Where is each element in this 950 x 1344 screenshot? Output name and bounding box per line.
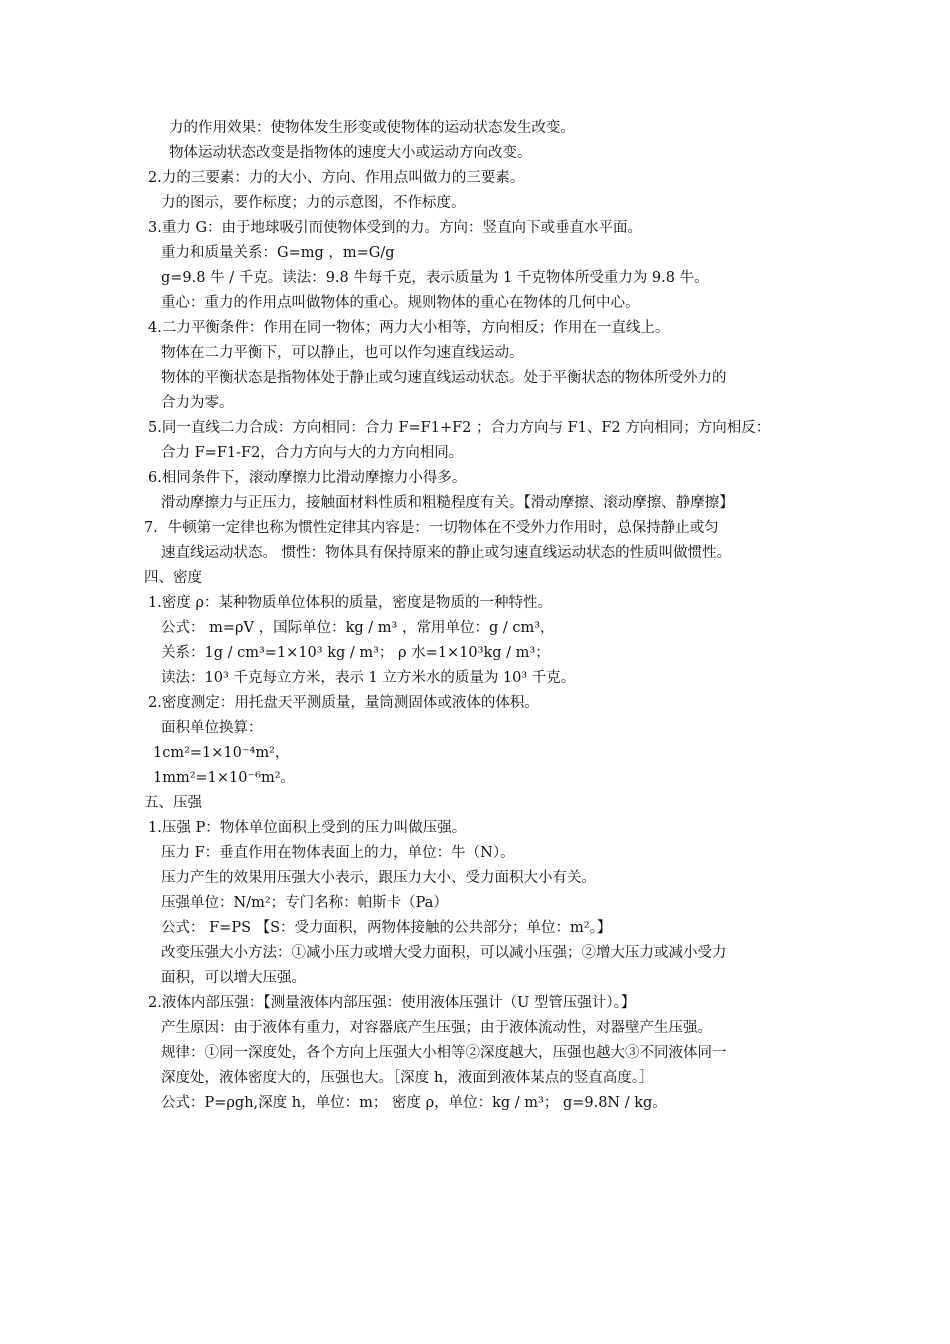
text-line: 滑动摩擦力与正压力，接触面材料性质和粗糙程度有关。【滑动摩擦、滚动摩擦、静摩擦】 xyxy=(161,495,734,511)
section-heading: 四、密度 xyxy=(144,570,202,586)
text-line: 5.同一直线二力合成：方向相同：合力 F=F1+F2 ；合力方向与 F1、F2 方向相同；方向相反： xyxy=(148,420,771,436)
text-line: 产生原因：由于液体有重力，对容器底产生压强；由于液体流动性，对器壁产生压强。 xyxy=(161,1020,712,1036)
text-line: 深度处，液体密度大的，压强也大。［深度 h，液面到液体某点的竖直高度。］ xyxy=(161,1070,654,1086)
text-line: g=9.8 牛 / 千克。读法：9.8 牛每千克，表示质量为 1 千克物体所受重力为 9.8 牛。 xyxy=(161,270,709,286)
text-line: 重力和质量关系：G=mg ，m=G/g xyxy=(161,245,395,261)
text-line: 重心：重力的作用点叫做物体的重心。规则物体的重心在物体的几何中心。 xyxy=(161,295,640,311)
text-line: 规律：①同一深度处，各个方向上压强大小相等②深度越大，压强也越大③不同液体同一 xyxy=(161,1045,727,1061)
text-line: 合力为零。 xyxy=(161,395,234,411)
text-line: 面积，可以增大压强。 xyxy=(161,970,306,986)
text-line: 1mm²=1×10⁻⁶m²。 xyxy=(153,770,296,786)
text-line: 改变压强大小方法：①减小压力或增大受力面积，可以减小压强；②增大压力或减小受力 xyxy=(161,945,727,961)
text-line: 1cm²=1×10⁻⁴m²， xyxy=(153,745,290,761)
text-line: 读法：10³ 千克每立方米，表示 1 立方米水的质量为 10³ 千克。 xyxy=(161,670,576,686)
text-line: 1.密度 ρ：某种物质单位体积的质量，密度是物质的一种特性。 xyxy=(148,595,552,611)
text-line: 2.液体内部压强：【测量液体内部压强：使用液体压强计（U 型管压强计）。】 xyxy=(148,995,636,1011)
text-line: 合力 F=F1-F2，合力方向与大的力方向相同。 xyxy=(161,445,464,461)
text-line: 3.重力 G：由于地球吸引而使物体受到的力。方向：竖直向下或垂直水平面。 xyxy=(148,220,643,236)
text-line: 7．牛顿第一定律也称为惯性定律其内容是：一切物体在不受外力作用时，总保持静止或匀 xyxy=(144,520,719,536)
section-heading: 五、压强 xyxy=(144,795,202,811)
text-line: 2.力的三要素：力的大小、方向、作用点叫做力的三要素。 xyxy=(148,170,525,186)
text-line: 力的图示，要作标度；力的示意图，不作标度。 xyxy=(161,195,466,211)
text-line: 压强单位：N/m²；专门名称：帕斯卡（Pa） xyxy=(161,895,448,911)
text-line: 公式： F=PS 【S：受力面积，两物体接触的公共部分；单位：m²。】 xyxy=(161,920,612,936)
text-line: 物体运动状态改变是指物体的速度大小或运动方向改变。 xyxy=(169,145,532,161)
text-line: 2.密度测定：用托盘天平测质量，量筒测固体或液体的体积。 xyxy=(148,695,539,711)
text-line: 力的作用效果：使物体发生形变或使物体的运动状态发生改变。 xyxy=(169,120,575,136)
text-line: 压力产生的效果用压强大小表示，跟压力大小、受力面积大小有关。 xyxy=(161,870,596,886)
text-line: 速直线运动状态。 惯性：物体具有保持原来的静止或匀速直线运动状态的性质叫做惯性。 xyxy=(161,545,732,561)
text-line: 压力 F：垂直作用在物体表面上的力，单位：牛（N）。 xyxy=(161,845,515,861)
text-line: 公式： m=ρV ，国际单位：kg / m³ ，常用单位：g / cm³， xyxy=(161,620,555,636)
text-line: 关系：1g / cm³=1×10³ kg / m³； ρ 水=1×10³kg / m³； xyxy=(161,645,550,661)
text-line: 6.相同条件下，滚动摩擦力比滑动摩擦力小得多。 xyxy=(148,470,467,486)
text-line: 面积单位换算： xyxy=(161,720,263,736)
text-line: 1.压强 P：物体单位面积上受到的压力叫做压强。 xyxy=(148,820,467,836)
text-line: 物体的平衡状态是指物体处于静止或匀速直线运动状态。处于平衡状态的物体所受外力的 xyxy=(161,370,727,386)
text-line: 公式：P=ρgh,深度 h，单位：m； 密度 ρ，单位：kg / m³； g=9.8N / kg。 xyxy=(161,1095,667,1111)
text-line: 4.二力平衡条件：作用在同一物体；两力大小相等，方向相反；作用在一直线上。 xyxy=(148,320,670,336)
text-line: 物体在二力平衡下，可以静止，也可以作匀速直线运动。 xyxy=(161,345,524,361)
